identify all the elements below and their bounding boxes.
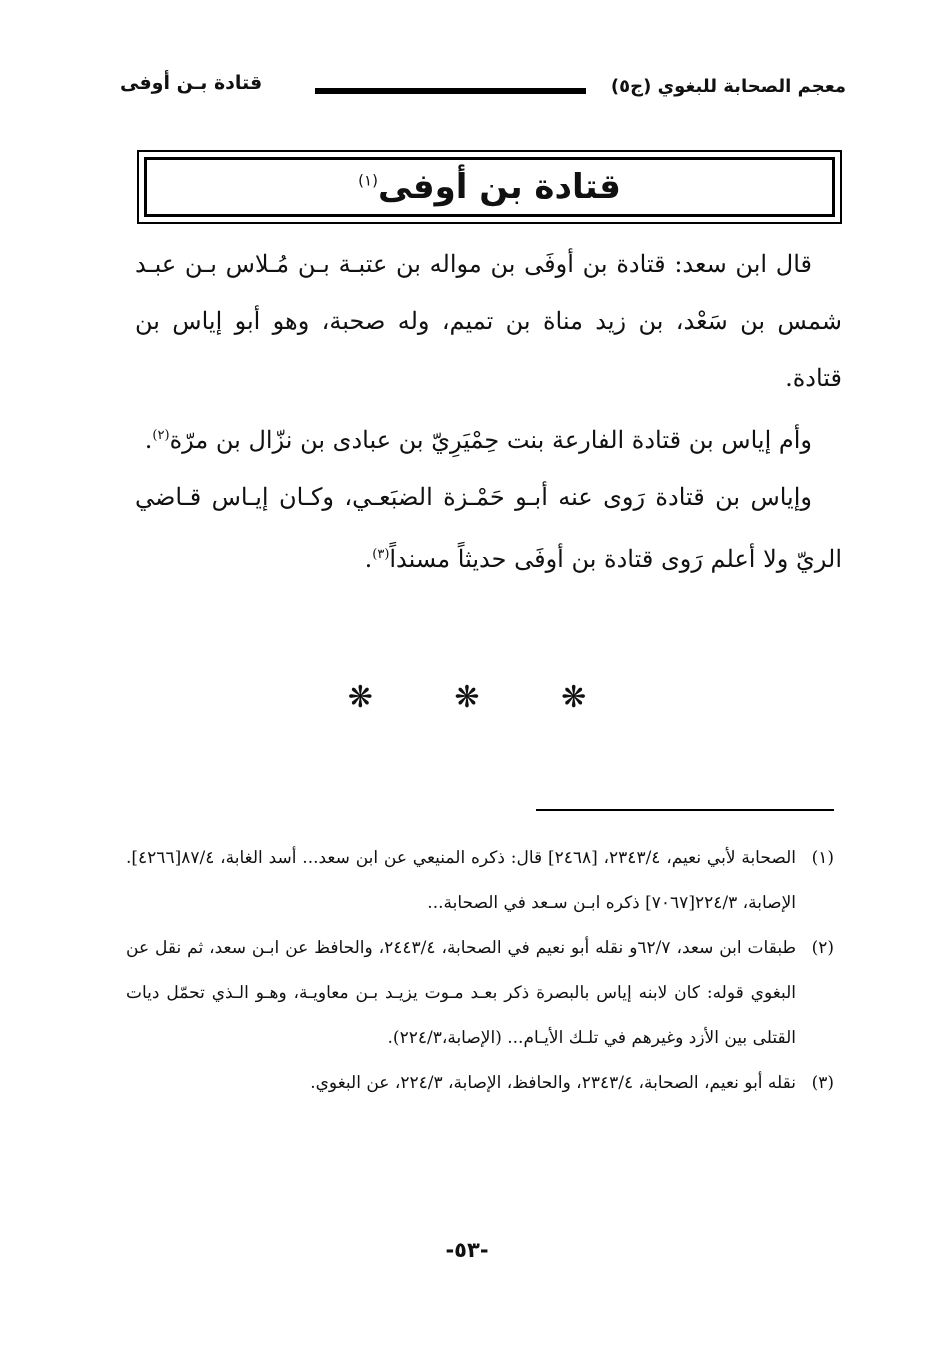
footnote-1-number: (١) [811, 848, 834, 868]
paragraph-3-end: . [364, 545, 373, 573]
footnote-2 [126, 926, 834, 1061]
entry-title-box [137, 150, 842, 224]
entry-title-inner-frame [144, 157, 835, 217]
footnote-2-number: (٢) [811, 938, 834, 958]
entry-heading-text: قتادة بن أوفى [377, 167, 621, 207]
paragraph-2-text: وأم إياس بن قتادة الفارعة بنت حِمْيَرِيّ بن عبادى بن نزّال بن مرّة [169, 426, 812, 454]
footnotes [126, 836, 834, 1106]
paragraph-1: قال ابن سعد: قتادة بن أوفَى بن مواله بن عتبـة بـن مُـلاس بـن عبـد شمس بن سَعْد، بن زيد مناة بن تميم، وله صحبة، وهو أبو إياس بن قتادة. [135, 250, 843, 392]
paragraph-3-text: وإياس بن قتادة رَوى عنه أبـو حَمْـزة الضبَعـي، وكـان إيـاس قـاضي الريّ ولا أعلم رَوى قتادة بن أوفَى حديثاً مسنداً [135, 483, 842, 573]
footnote-1-text: الصحابة لأبي نعيم، ٢٣٤٣/٤، [٢٤٦٨] قال: ذكره المنيعي عن ابن سعد... أسد الغابة، ٨٧/٤[٤٢٦٦]. الإصابة، ٢٢٤/٣[٧٠٦٧] ذكره ابـن سـعد في الصحابة... [126, 848, 796, 913]
running-header-entry-title: قتادة بـن أوفى [120, 72, 263, 94]
paragraph-2-footnote-ref: (٢) [152, 428, 170, 443]
running-header-rule [315, 88, 586, 94]
paragraph-2-end: . [144, 426, 153, 454]
footnote-3 [126, 1061, 834, 1106]
paragraph-3 [135, 469, 842, 588]
footnote-1 [126, 836, 834, 926]
footnote-separator [536, 809, 834, 811]
footnote-3-number: (٣) [811, 1073, 834, 1093]
entry-heading-footnote-ref: (١) [358, 171, 378, 190]
footnote-3-text: نقله أبو نعيم، الصحابة، ٢٣٤٣/٤، والحافظ، الإصابة، ٢٢٤/٣، عن البغوي. [310, 1073, 796, 1093]
running-header [120, 70, 846, 110]
running-header-book-title: معجم الصحابة للبغوي (ج٥) [610, 76, 846, 97]
entry-heading [358, 167, 621, 207]
main-text [135, 236, 842, 588]
paragraph-3-footnote-ref: (٣) [372, 547, 390, 562]
footnote-2-text: طبقات ابن سعد، ٦٢/٧و نقله أبو نعيم في الصحابة، ٢٤٤٣/٤، والحافظ عن ابـن سعد، ثم نقل عن البغوي قوله: كان لابنه إياس بالبصرة ذكر بعـد مـوت يزيـد بـن معاويـة، وهـو الـذي تحمّل ديات القتلى بين الأزد وغيرهم في تلـك الأيـام... (الإصابة،٢٢٤/٣). [126, 938, 796, 1048]
page-number: -٥٣- [445, 1238, 489, 1262]
section-ornament: ❋ ❋ ❋ [347, 680, 623, 715]
paragraph-2 [135, 407, 842, 469]
